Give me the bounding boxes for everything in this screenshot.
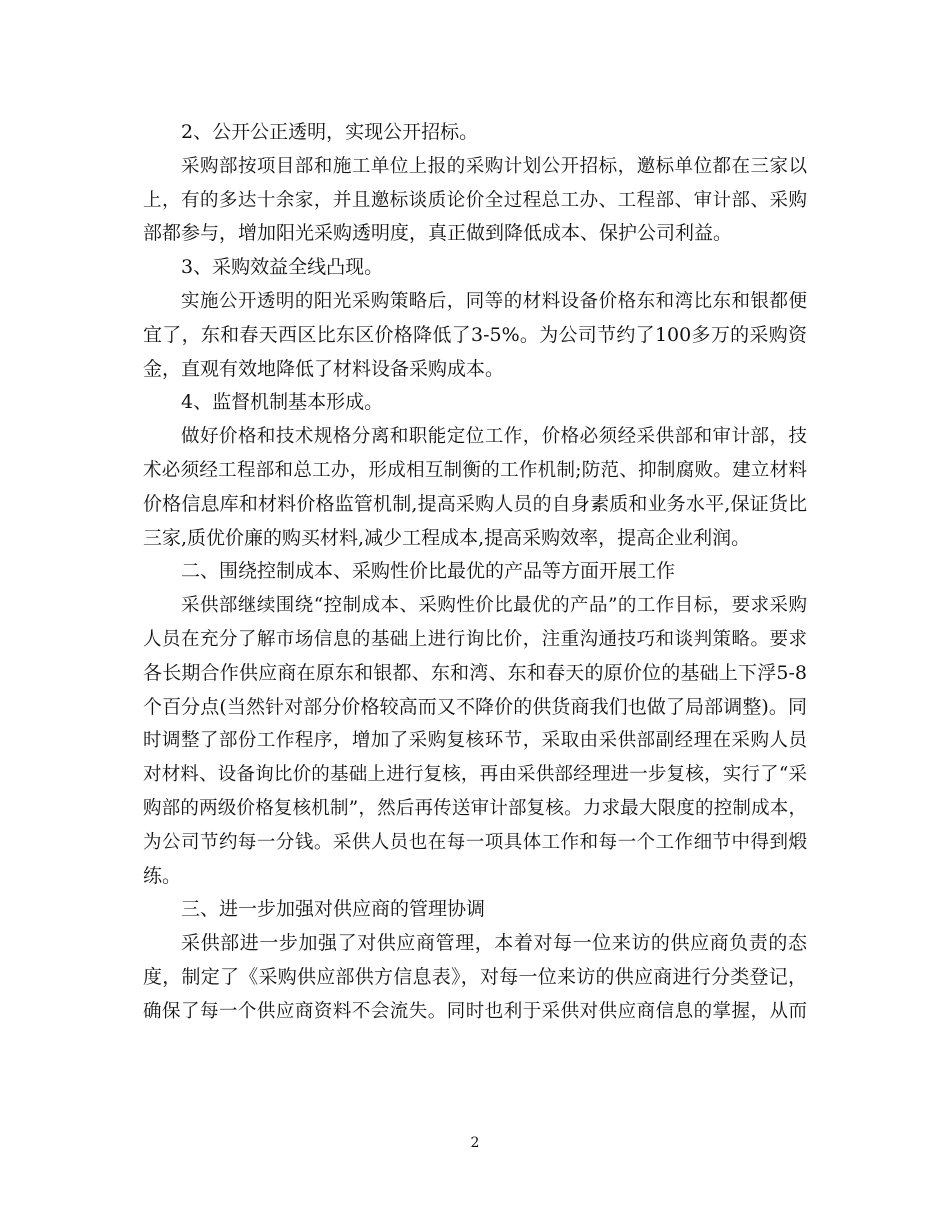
section-heading-supplier-management: 三、进一步加强对供应商的管理协调 [181, 898, 486, 921]
paragraph-line: 为公司节约每一分钱。采供人员也在每一项具体工作和每一个工作细节中得到煅 [143, 831, 807, 853]
paragraph-line: 宜了，东和春天西区比东区价格降低了3-5%。为公司节约了100多万的采购资 [143, 323, 807, 346]
paragraph-line: 练。 [143, 864, 182, 887]
paragraph-line: 确保了每一个供应商资料不会流失。同时也利于采供对供应商信息的掌握，从而 [143, 1000, 807, 1022]
paragraph-line: 术必须经工程部和总工办，形成相互制衡的工作机制;防范、抑制腐败。建立材料 [143, 459, 807, 481]
document-body [143, 116, 807, 1029]
paragraph-line: 各长期合作供应商在原东和银都、东和湾、东和春天的原价位的基础上下浮5-8 [143, 661, 807, 684]
paragraph-line: 购部的两级价格复核机制”，然后再传送审计部复核。力求最大限度的控制成本， [143, 797, 807, 819]
paragraph-line: 部都参与，增加阳光采购透明度，真正做到降低成本、保护公司利益。 [143, 222, 733, 245]
paragraph-line: 对材料、设备询比价的基础上进行复核，再由采供部经理进一步复核，实行了“采 [143, 764, 807, 786]
paragraph-line: 采购部按项目部和施工单位上报的采购计划公开招标，邀标单位都在三家以 [181, 155, 807, 177]
paragraph-line: 时调整了部份工作程序，增加了采购复核环节，采取由采供部副经理在采购人员 [143, 730, 807, 752]
paragraph-line: 价格信息库和材料价格监管机制,提高采购人员的自身素质和业务水平,保证货比 [143, 492, 807, 515]
paragraph-line: 采供部进一步加强了对供应商管理，本着对每一位来访的供应商负责的态 [181, 932, 807, 955]
paragraph-line: 做好价格和技术规格分离和职能定位工作，价格必须经采供部和审计部，技 [181, 426, 807, 448]
paragraph-line: 上，有的多达十余家，并且邀标谈质论价全过程总工办、工程部、审计部、采购 [143, 189, 807, 211]
paragraph-line: 个百分点(当然针对部分价格较高而又不降价的供货商我们也做了局部调整)。同 [143, 695, 807, 718]
paragraph-line: 度，制定了《采购供应部供方信息表》，对每一位来访的供应商进行分类登记， [143, 965, 807, 988]
paragraph-line: 金，直观有效地降低了材料设备采购成本。 [143, 357, 505, 380]
paragraph-line: 采供部继续围绕“控制成本、采购性价比最优的产品”的工作目标，要求采购 [181, 595, 807, 617]
paragraph-line: 实施公开透明的阳光采购策略后，同等的材料设备价格东和湾比东和银都便 [181, 290, 807, 312]
paragraph-line: 人员在充分了解市场信息的基础上进行询比价，注重沟通技巧和谈判策略。要求 [143, 628, 807, 650]
heading-open-bidding: 2、公开公正透明，实现公开招标。 [181, 121, 479, 143]
page-number: 2 [470, 1135, 480, 1151]
section-heading-cost-control: 二、围绕控制成本、采购性价比最优的产品等方面开展工作 [181, 560, 676, 583]
heading-supervision-mechanism: 4、监督机制基本形成。 [181, 391, 384, 414]
paragraph-line: 三家,质优价廉的购买材料,减少工程成本,提高采购效率，提高企业利润。 [143, 526, 751, 549]
heading-procurement-benefit: 3、采购效益全线凸现。 [181, 256, 384, 279]
